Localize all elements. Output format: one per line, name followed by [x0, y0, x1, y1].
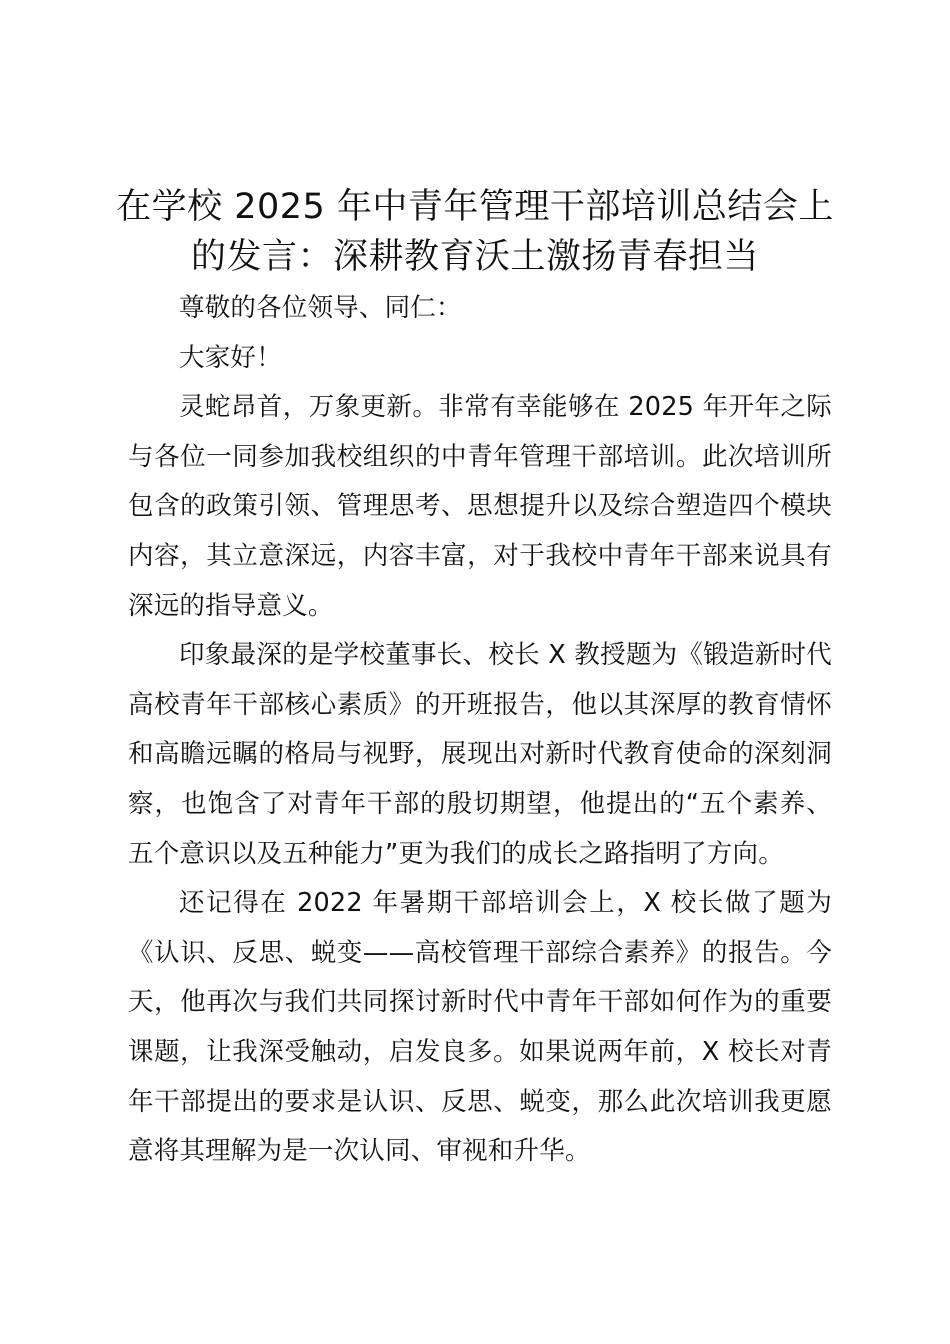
greeting: 大家好！	[179, 342, 282, 373]
paragraph-impression: 印象最深的是学校董事长、校长 X 教授题为《锻造新时代高校青年干部核心素质》的开班报告，他以其深厚的教育情怀和高瞻远瞩的格局与视野，展现出对新时代教育使命的深刻洞察，也饱含了对青年干部的殷切期望，他提出的“五个素养、五个意识以及五种能力”更为我们的成长之路指明了方向。	[128, 640, 832, 869]
salutation: 尊敬的各位领导、同仁：	[179, 293, 462, 323]
document-body	[128, 284, 832, 1177]
document-title: 在学校 2025 年中青年管理干部培训总结会上的发言：深耕教育沃土激扬青春担当	[116, 187, 834, 277]
paragraph-opening: 灵蛇昂首，万象更新。非常有幸能够在 2025 年开年之际与各位一同参加我校组织的中青年管理干部培训。此次培训所包含的政策引领、管理思考、思想提升以及综合塑造四个模块内容，其立意深远，内容丰富，对于我校中青年干部来说具有深远的指导意义。	[128, 392, 832, 621]
paragraph-recollection: 还记得在 2022 年暑期干部培训会上，X 校长做了题为《认识、反思、蜕变——高校管理干部综合素养》的报告。今天，他再次与我们共同探讨新时代中青年干部如何作为的重要课题，让我深受触动，启发良多。如果说两年前，X 校长对青年干部提出的要求是认识、反思、蜕变，那么此次培训我更愿意将其理解为是一次认同、审视和升华。	[128, 888, 832, 1167]
